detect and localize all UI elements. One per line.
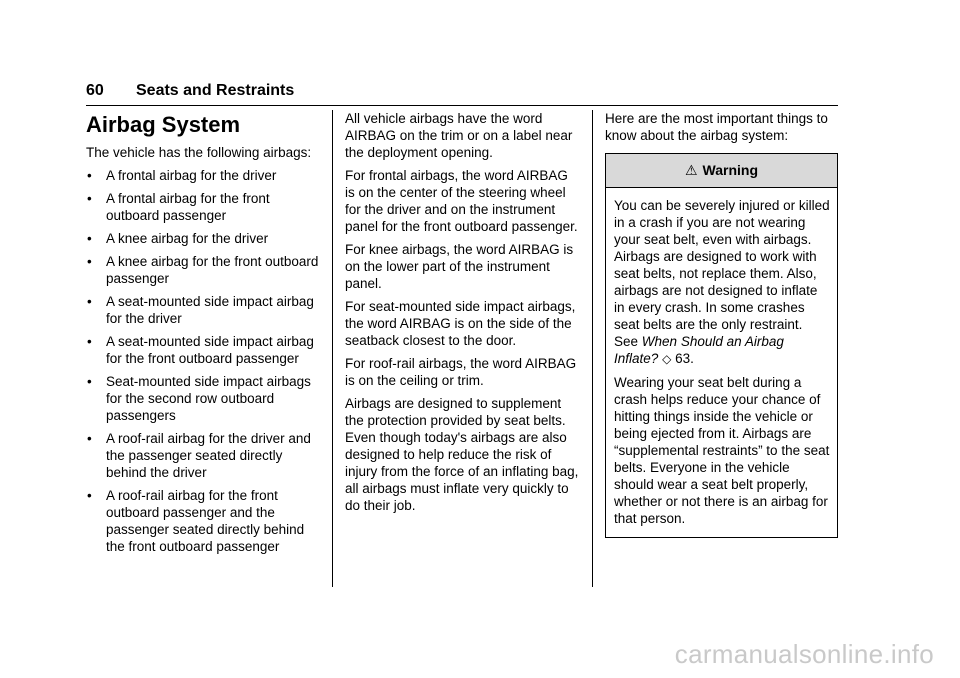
warning-paragraph (614, 197, 830, 368)
warning-box (605, 153, 838, 538)
list-item (86, 487, 321, 555)
bullet-icon: • (87, 294, 92, 309)
list-item-text: A seat-mounted side impact airbag for the driver (106, 294, 314, 326)
column-divider (332, 110, 333, 587)
list-item-text: A roof-rail airbag for the front outboard passenger and the passenger seated directly behind the front outboard passenger (106, 488, 305, 554)
list-item (86, 230, 321, 247)
body-paragraph: For roof-rail airbags, the word AIRBAG is on the ceiling or trim. (345, 356, 577, 388)
bullet-icon: • (87, 191, 92, 206)
list-item (86, 333, 321, 367)
airbag-list (86, 167, 321, 555)
body-paragraph: For seat-mounted side impact airbags, the word AIRBAG is on the side of the seatback closest to the door. (345, 299, 576, 348)
warning-title: Warning (702, 162, 759, 178)
bullet-icon: • (87, 431, 92, 446)
list-item-text: A seat-mounted side impact airbag for the front outboard passenger (106, 334, 314, 366)
warning-header (606, 154, 837, 188)
body-paragraph: For frontal airbags, the word AIRBAG is on the center of the steering wheel for the driver and on the instrument panel for the front outboard passenger. (345, 168, 578, 234)
warning-triangle-icon: ⚠ (684, 162, 698, 178)
body-paragraph: For knee airbags, the word AIRBAG is on the lower part of the instrument panel. (345, 242, 574, 291)
bullet-icon: • (87, 374, 92, 389)
list-item-text: A knee airbag for the driver (106, 231, 269, 246)
body-paragraph: Airbags are designed to supplement the protection provided by seat belts. Even though today's airbags are also designed to help reduce the risk of injury from the force of an inflating bag, all airbags must inflate very quickly to do their job. (345, 396, 579, 513)
list-item-text: A frontal airbag for the front outboard passenger (106, 191, 270, 223)
page-title: Airbag System (86, 112, 241, 137)
intro-paragraph: The vehicle has the following airbags: (86, 145, 312, 160)
page-header (86, 82, 838, 106)
section-title: Seats and Restraints (136, 82, 295, 99)
list-item (86, 430, 321, 481)
warning-text: You can be severely injured or killed in a crash if you are not wearing your seat belt, even with airbags. Airbags are designed to work with seat belts, not replace them. Also, airbags are not designed to inflate in every crash. In some crashes seat belts are the only restraint. See (614, 198, 830, 349)
list-item-text: Seat-mounted side impact airbags for the second row outboard passengers (106, 374, 311, 423)
list-item (86, 293, 321, 327)
watermark: carmanualsonline.info (674, 639, 934, 669)
column-2 (345, 110, 581, 520)
list-item (86, 253, 321, 287)
column-3 (605, 110, 839, 538)
list-item (86, 190, 321, 224)
column-1 (86, 110, 321, 561)
reference-page-number: 63. (675, 351, 694, 366)
list-item (86, 167, 321, 184)
bullet-icon: • (87, 254, 92, 269)
list-item-text: A knee airbag for the front outboard passenger (106, 254, 319, 286)
intro-paragraph: Here are the most important things to know about the airbag system: (605, 111, 828, 143)
body-paragraph: All vehicle airbags have the word AIRBAG on the trim or on a label near the deployment opening. (345, 111, 573, 160)
warning-body (606, 188, 837, 537)
bullet-icon: • (87, 231, 92, 246)
list-item (86, 373, 321, 424)
list-item-text: A roof-rail airbag for the driver and the passenger seated directly behind the driver (106, 431, 311, 480)
page-reference-icon: ◇ (662, 352, 672, 366)
list-item-text: A frontal airbag for the driver (106, 168, 277, 183)
bullet-icon: • (87, 334, 92, 349)
bullet-icon: • (87, 168, 92, 183)
cross-reference-link[interactable]: When Should an Airbag Inflate? (614, 334, 784, 366)
column-divider (592, 110, 593, 587)
page-number: 60 (86, 82, 104, 99)
warning-paragraph: Wearing your seat belt during a crash helps reduce your chance of hitting things inside the vehicle or being ejected from it. Airbags are “supplemental restraints” to the seat belts. Everyone in the vehicle should wear a seat belt properly, whether or not there is an airbag for that person. (614, 375, 830, 526)
bullet-icon: • (87, 488, 92, 503)
